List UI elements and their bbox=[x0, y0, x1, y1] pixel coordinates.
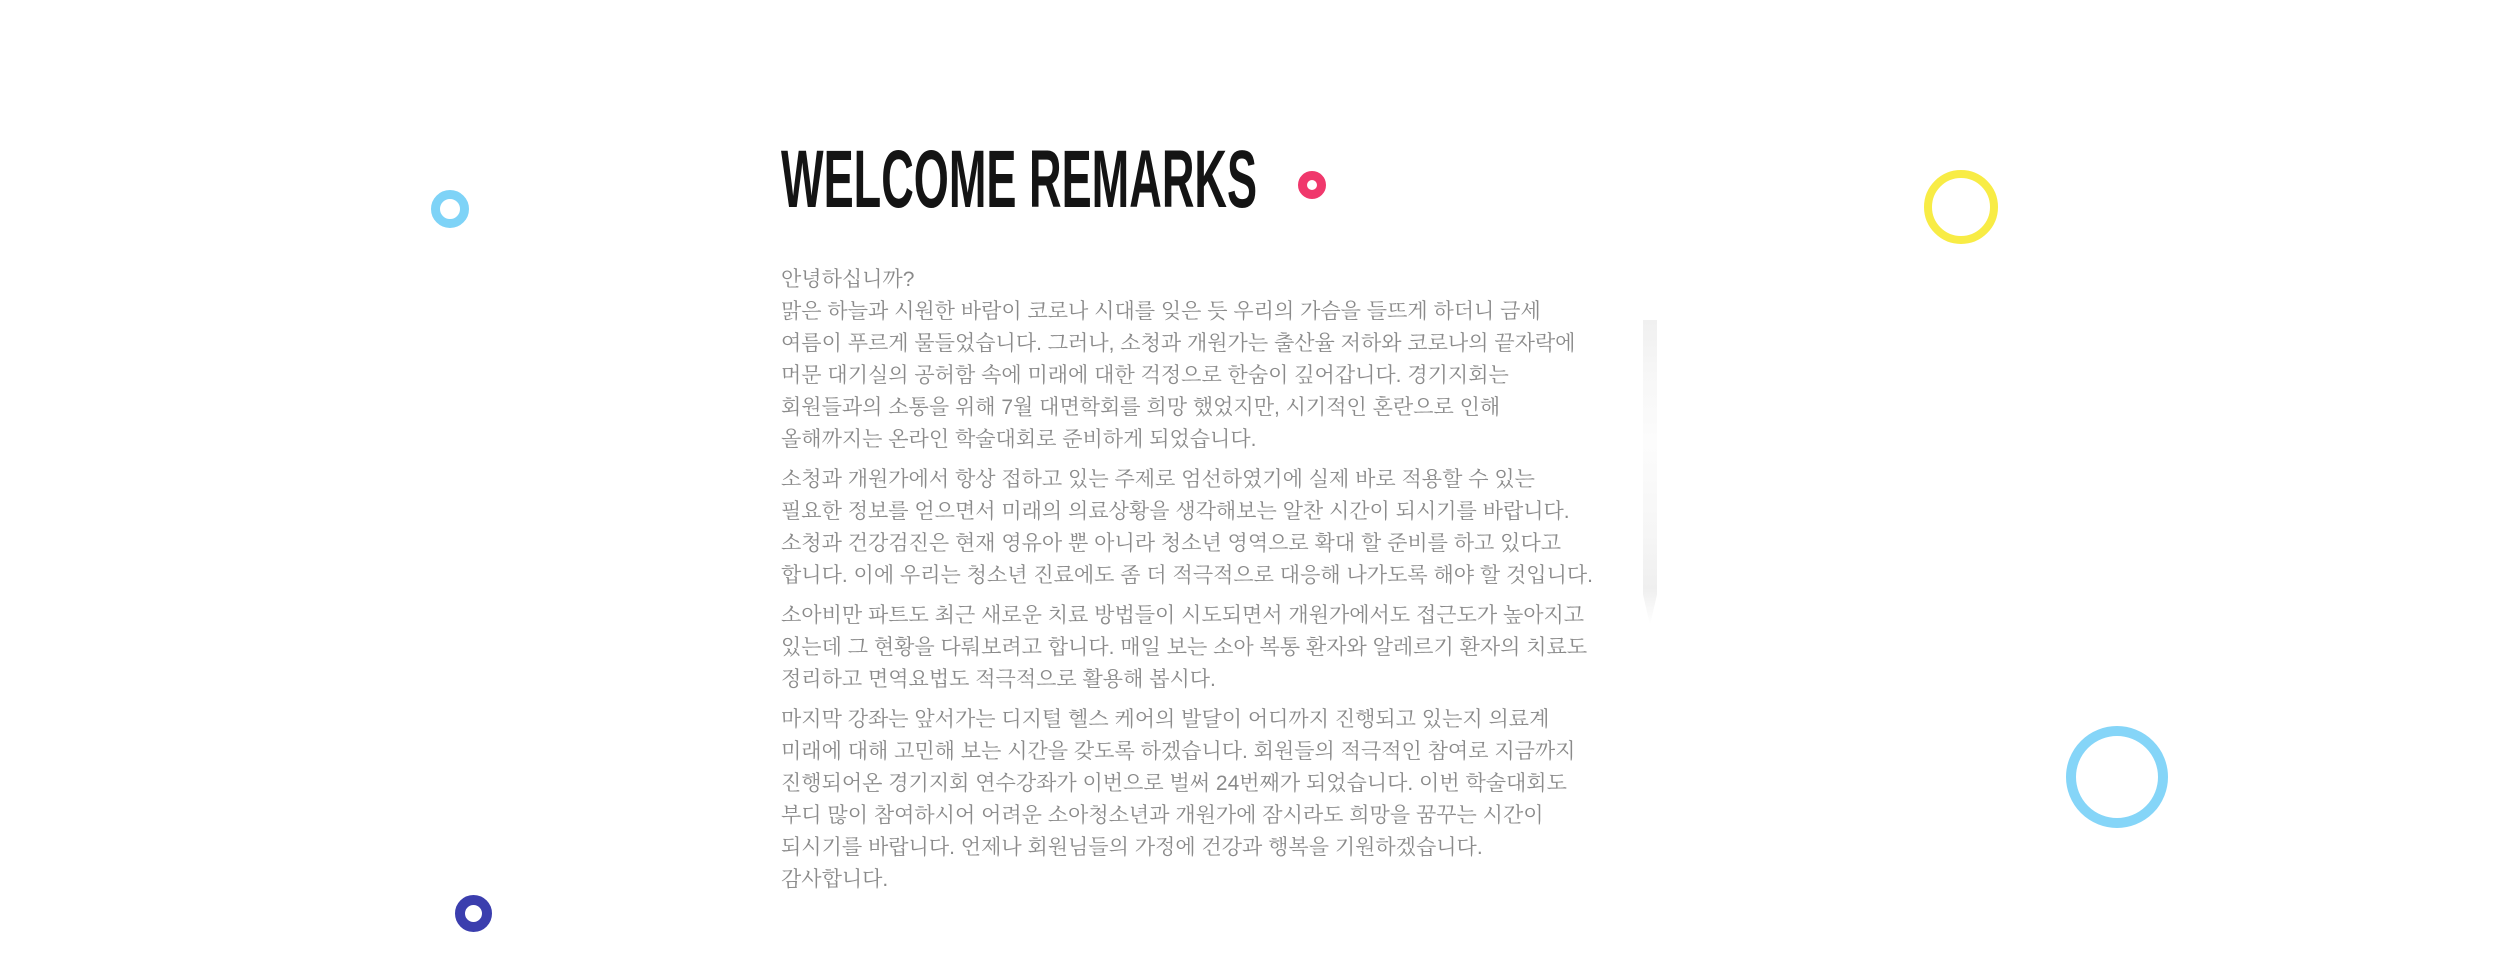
deco-ring-pink-small-icon bbox=[1298, 171, 1326, 199]
welcome-paragraph: 소청과 개원가에서 항상 접하고 있는 주제로 엄선하였기에 실제 바로 적용할 수 있는 필요한 정보를 얻으면서 미래의 의료상황을 생각해보는 알찬 시간이 되시기를 바랍니다. 소청과 건강검진은 현재 영유아 뿐 아니라 청소년 영역으로 확대 할 준비를 하고 있다고 합니다. 이에 우리는 청소년 진료에도 좀 더 적극적으로 대응해 나가도록 해야 할 것입니다. bbox=[781, 468, 1593, 587]
welcome-paragraph-closing: 감사합니다. bbox=[781, 868, 889, 891]
welcome-paragraph-greeting: 안녕하십니까? bbox=[781, 268, 915, 291]
deco-ring-indigo-small-icon bbox=[455, 895, 492, 932]
deco-ring-sky-large-icon bbox=[2066, 726, 2168, 828]
welcome-paragraph: 맑은 하늘과 시원한 바람이 코로나 시대를 잊은 듯 우리의 가슴을 들뜨게 하더니 금세 여름이 푸르게 물들었습니다. 그러나, 소청과 개원가는 출산율 저하와 코로나의 끝자락에 머문 대기실의 공허함 속에 미래에 대한 걱정으로 한숨이 깊어갑니다. 경기지회는 회원들과의 소통을 위해 7월 대면학회를 희망 했었지만, 시기적인 혼란으로 인해 올해까지는 온라인 학술대회로 준비하게 되었습니다. bbox=[781, 300, 1576, 451]
vertical-shade-decoration bbox=[1643, 320, 1657, 625]
deco-ring-yellow-icon bbox=[1924, 170, 1998, 244]
page-title: WELCOME REMARKS bbox=[781, 134, 1258, 225]
deco-ring-sky-small-icon bbox=[431, 190, 469, 228]
welcome-message bbox=[781, 264, 1599, 896]
welcome-paragraph: 마지막 강좌는 앞서가는 디지털 헬스 케어의 발달이 어디까지 진행되고 있는지 의료계 미래에 대해 고민해 보는 시간을 갖도록 하겠습니다. 회원들의 적극적인 참여로 지금까지 진행되어온 경기지회 연수강좌가 이번으로 벌써 24번째가 되었습니다. 이번 학술대회도 부디 많이 참여하시어 어려운 소아청소년과 개원가에 잠시라도 희망을 꿈꾸는 시간이 되시기를 바랍니다. 언제나 회원님들의 가정에 건강과 행복을 기원하겠습니다. bbox=[781, 708, 1576, 859]
welcome-paragraph: 소아비만 파트도 최근 새로운 치료 방법들이 시도되면서 개원가에서도 접근도가 높아지고 있는데 그 현황을 다뤄보려고 합니다. 매일 보는 소아 복통 환자와 알레르기 환자의 치료도 정리하고 면역요법도 적극적으로 활용해 봅시다. bbox=[781, 604, 1588, 691]
